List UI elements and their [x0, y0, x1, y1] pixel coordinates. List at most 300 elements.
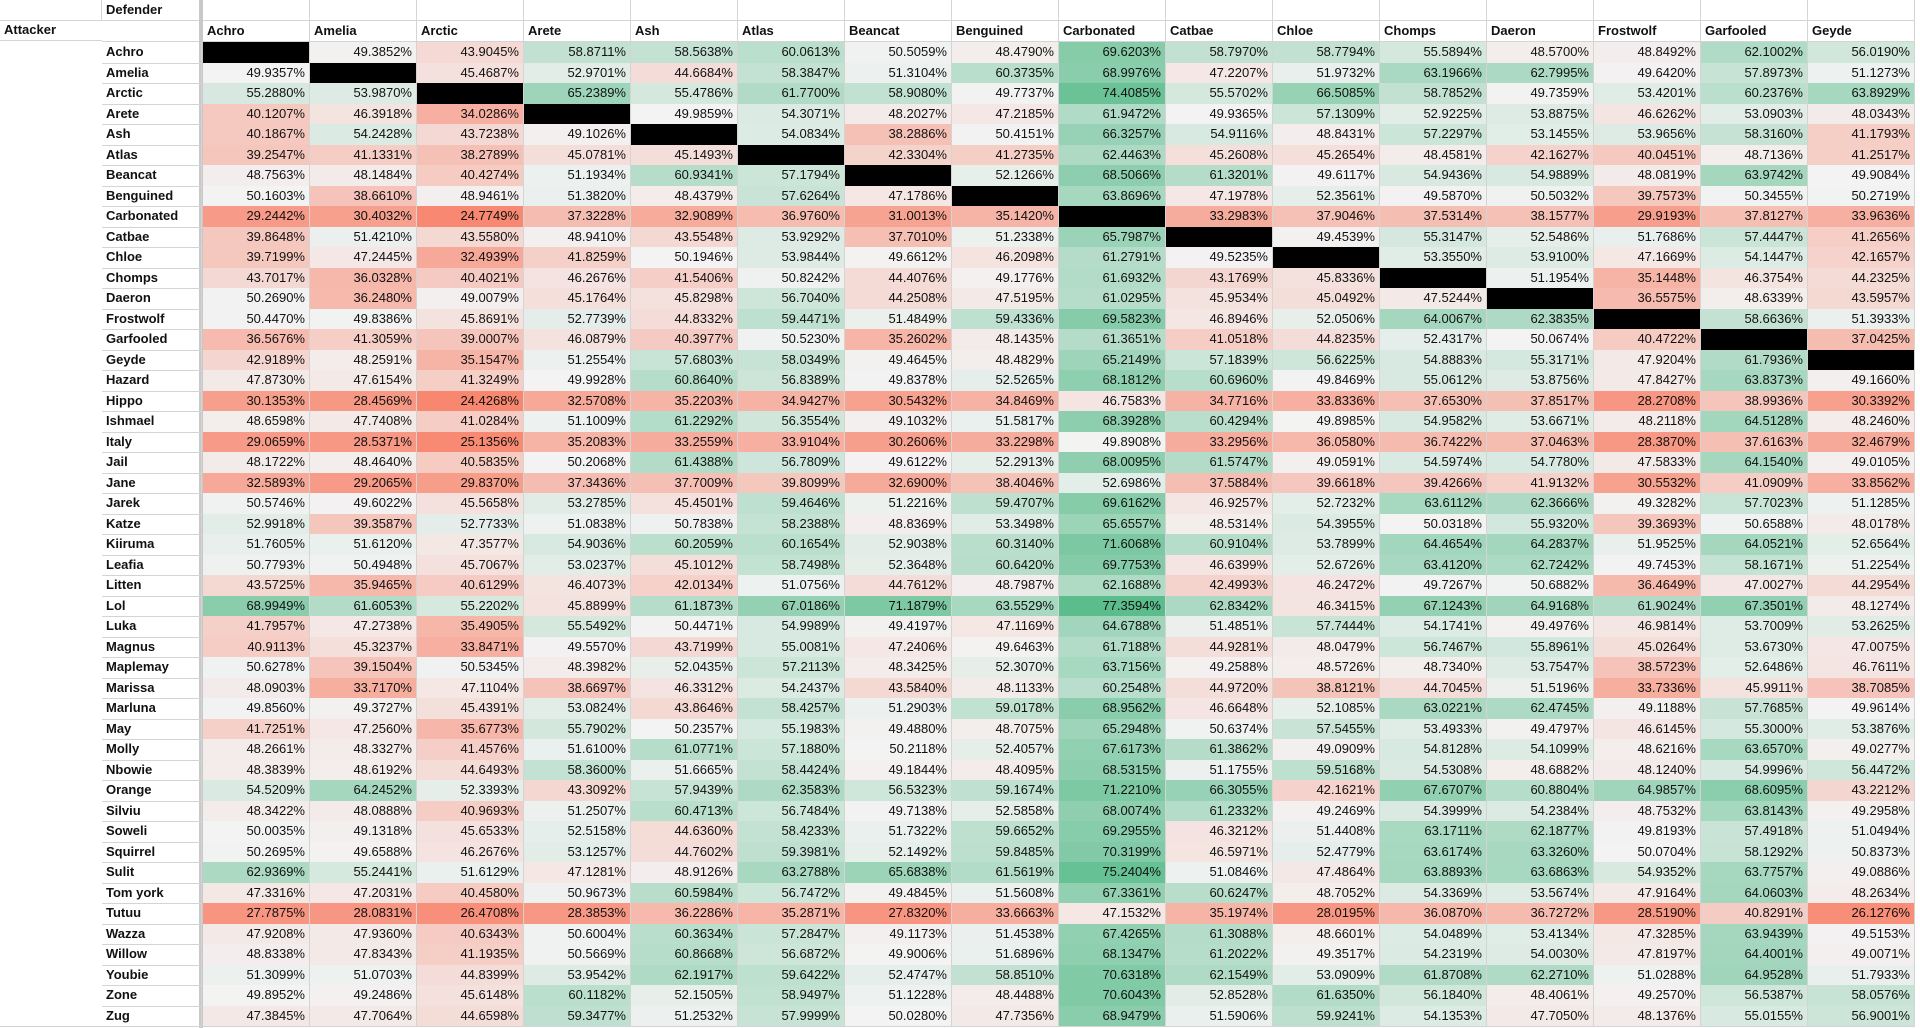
- matchup-cell[interactable]: 53.6671%: [1487, 411, 1594, 433]
- matchup-cell[interactable]: 41.9132%: [1487, 473, 1594, 495]
- matchup-cell[interactable]: 41.2735%: [952, 145, 1059, 167]
- matchup-cell[interactable]: 49.0071%: [1808, 944, 1915, 966]
- matchup-cell[interactable]: 40.4580%: [417, 883, 524, 905]
- matchup-cell[interactable]: 52.2913%: [952, 452, 1059, 474]
- matchup-cell[interactable]: 28.3870%: [1594, 432, 1701, 454]
- matchup-cell[interactable]: 28.5371%: [310, 432, 417, 454]
- matchup-cell[interactable]: 60.9104%: [1166, 534, 1273, 556]
- matchup-cell[interactable]: 36.0328%: [310, 268, 417, 290]
- matchup-cell[interactable]: 59.4707%: [952, 493, 1059, 515]
- matchup-cell[interactable]: 44.9720%: [1166, 678, 1273, 700]
- matchup-cell[interactable]: 58.0349%: [738, 350, 845, 372]
- matchup-cell[interactable]: 54.8128%: [1380, 739, 1487, 761]
- matchup-cell[interactable]: 53.4201%: [1594, 83, 1701, 105]
- matchup-cell[interactable]: 50.2719%: [1808, 186, 1915, 208]
- matchup-cell[interactable]: 41.5406%: [631, 268, 738, 290]
- attacker-column-cell[interactable]: [0, 42, 102, 64]
- matchup-cell[interactable]: 46.3918%: [310, 104, 417, 126]
- matchup-cell[interactable]: 67.3361%: [1059, 883, 1166, 905]
- matchup-cell[interactable]: 49.4880%: [845, 719, 952, 741]
- row-header[interactable]: Maplemay: [102, 657, 202, 679]
- matchup-cell[interactable]: 26.1276%: [1808, 903, 1915, 925]
- row-header[interactable]: Carbonated: [102, 206, 202, 228]
- column-header[interactable]: Chloe: [1273, 21, 1380, 42]
- matchup-cell[interactable]: 49.9084%: [1808, 165, 1915, 187]
- empty-cell[interactable]: [524, 0, 631, 21]
- matchup-cell[interactable]: 48.0819%: [1594, 165, 1701, 187]
- matchup-cell[interactable]: 50.5746%: [203, 493, 310, 515]
- matchup-cell[interactable]: 52.5486%: [1487, 227, 1594, 249]
- matchup-cell[interactable]: 63.5529%: [952, 596, 1059, 618]
- matchup-cell[interactable]: 54.3955%: [1273, 514, 1380, 536]
- matchup-cell[interactable]: 44.2508%: [845, 288, 952, 310]
- matchup-cell[interactable]: 44.2954%: [1808, 575, 1915, 597]
- self-matchup-cell[interactable]: [1808, 350, 1915, 372]
- matchup-cell[interactable]: 48.1376%: [1594, 1006, 1701, 1028]
- row-header[interactable]: Hippo: [102, 391, 202, 413]
- matchup-cell[interactable]: 41.1793%: [1808, 124, 1915, 146]
- matchup-cell[interactable]: 56.6872%: [738, 944, 845, 966]
- matchup-cell[interactable]: 46.2098%: [952, 247, 1059, 269]
- row-header[interactable]: Catbae: [102, 227, 202, 249]
- matchup-cell[interactable]: 45.4687%: [417, 63, 524, 85]
- row-header[interactable]: May: [102, 719, 202, 741]
- matchup-cell[interactable]: 30.5532%: [1594, 473, 1701, 495]
- matchup-cell[interactable]: 47.3285%: [1594, 924, 1701, 946]
- matchup-cell[interactable]: 68.3928%: [1059, 411, 1166, 433]
- matchup-cell[interactable]: 57.4918%: [1701, 821, 1808, 843]
- matchup-cell[interactable]: 68.5315%: [1059, 760, 1166, 782]
- row-header[interactable]: Sulit: [102, 862, 202, 884]
- attacker-column-cell[interactable]: [0, 288, 102, 310]
- matchup-cell[interactable]: 41.2656%: [1808, 227, 1915, 249]
- matchup-cell[interactable]: 32.5708%: [524, 391, 631, 413]
- matchup-cell[interactable]: 53.3498%: [952, 514, 1059, 536]
- matchup-cell[interactable]: 44.2325%: [1808, 268, 1915, 290]
- matchup-cell[interactable]: 51.1285%: [1808, 493, 1915, 515]
- attacker-column-cell[interactable]: [0, 165, 102, 187]
- matchup-cell[interactable]: 60.5984%: [631, 883, 738, 905]
- matchup-cell[interactable]: 64.0521%: [1701, 534, 1808, 556]
- matchup-cell[interactable]: 49.1776%: [952, 268, 1059, 290]
- matchup-cell[interactable]: 49.1660%: [1808, 370, 1915, 392]
- matchup-cell[interactable]: 59.6652%: [952, 821, 1059, 843]
- matchup-cell[interactable]: 41.0518%: [1166, 329, 1273, 351]
- matchup-cell[interactable]: 63.9439%: [1701, 924, 1808, 946]
- attacker-column-cell[interactable]: [0, 104, 102, 126]
- matchup-cell[interactable]: 47.5833%: [1594, 452, 1701, 474]
- matchup-cell[interactable]: 44.8332%: [631, 309, 738, 331]
- row-header[interactable]: Litten: [102, 575, 202, 597]
- matchup-cell[interactable]: 64.9168%: [1487, 596, 1594, 618]
- matchup-cell[interactable]: 69.7753%: [1059, 555, 1166, 577]
- matchup-cell[interactable]: 57.5455%: [1273, 719, 1380, 741]
- matchup-cell[interactable]: 49.5870%: [1380, 186, 1487, 208]
- matchup-cell[interactable]: 51.7605%: [203, 534, 310, 556]
- matchup-cell[interactable]: 47.1532%: [1059, 903, 1166, 925]
- matchup-cell[interactable]: 68.9562%: [1059, 698, 1166, 720]
- matchup-cell[interactable]: 48.9461%: [417, 186, 524, 208]
- column-header[interactable]: Garfooled: [1701, 21, 1808, 42]
- matchup-cell[interactable]: 49.7453%: [1594, 555, 1701, 577]
- matchup-cell[interactable]: 55.5702%: [1166, 83, 1273, 105]
- matchup-cell[interactable]: 48.2591%: [310, 350, 417, 372]
- matchup-cell[interactable]: 61.7188%: [1059, 637, 1166, 659]
- matchup-cell[interactable]: 45.6148%: [417, 985, 524, 1007]
- matchup-cell[interactable]: 65.6838%: [845, 862, 952, 884]
- matchup-cell[interactable]: 41.2517%: [1808, 145, 1915, 167]
- matchup-cell[interactable]: 53.6730%: [1701, 637, 1808, 659]
- matchup-cell[interactable]: 51.6120%: [310, 534, 417, 556]
- matchup-cell[interactable]: 48.0888%: [310, 801, 417, 823]
- matchup-cell[interactable]: 58.8510%: [952, 965, 1059, 987]
- matchup-cell[interactable]: 58.1671%: [1701, 555, 1808, 577]
- matchup-cell[interactable]: 58.3847%: [738, 63, 845, 85]
- matchup-cell[interactable]: 36.9760%: [738, 206, 845, 228]
- matchup-cell[interactable]: 47.8343%: [310, 944, 417, 966]
- matchup-cell[interactable]: 45.4501%: [631, 493, 738, 515]
- matchup-cell[interactable]: 69.6203%: [1059, 42, 1166, 64]
- self-matchup-cell[interactable]: [952, 186, 1059, 208]
- matchup-cell[interactable]: 59.4646%: [738, 493, 845, 515]
- row-header[interactable]: Lol: [102, 596, 202, 618]
- matchup-cell[interactable]: 55.1983%: [738, 719, 845, 741]
- matchup-cell[interactable]: 50.4151%: [952, 124, 1059, 146]
- matchup-cell[interactable]: 39.8648%: [203, 227, 310, 249]
- matchup-cell[interactable]: 50.0318%: [1380, 514, 1487, 536]
- matchup-cell[interactable]: 26.4708%: [417, 903, 524, 925]
- empty-cell[interactable]: [1487, 0, 1594, 21]
- matchup-cell[interactable]: 34.7716%: [1166, 391, 1273, 413]
- matchup-cell[interactable]: 48.2634%: [1808, 883, 1915, 905]
- matchup-cell[interactable]: 68.1812%: [1059, 370, 1166, 392]
- matchup-cell[interactable]: 51.4210%: [310, 227, 417, 249]
- matchup-cell[interactable]: 46.3415%: [1273, 596, 1380, 618]
- matchup-cell[interactable]: 30.5432%: [845, 391, 952, 413]
- matchup-cell[interactable]: 54.0489%: [1380, 924, 1487, 946]
- matchup-cell[interactable]: 44.7045%: [1380, 678, 1487, 700]
- matchup-cell[interactable]: 28.4569%: [310, 391, 417, 413]
- matchup-cell[interactable]: 36.0870%: [1380, 903, 1487, 925]
- matchup-cell[interactable]: 51.0846%: [1166, 862, 1273, 884]
- matchup-cell[interactable]: 69.5823%: [1059, 309, 1166, 331]
- matchup-cell[interactable]: 40.4722%: [1594, 329, 1701, 351]
- matchup-cell[interactable]: 51.3104%: [845, 63, 952, 85]
- matchup-cell[interactable]: 53.9844%: [738, 247, 845, 269]
- matchup-cell[interactable]: 63.3260%: [1487, 842, 1594, 864]
- matchup-cell[interactable]: 63.1711%: [1380, 821, 1487, 843]
- matchup-cell[interactable]: 64.4654%: [1380, 534, 1487, 556]
- matchup-cell[interactable]: 49.6463%: [952, 637, 1059, 659]
- matchup-cell[interactable]: 49.4197%: [845, 616, 952, 638]
- matchup-cell[interactable]: 35.1547%: [417, 350, 524, 372]
- matchup-cell[interactable]: 60.1654%: [738, 534, 845, 556]
- matchup-cell[interactable]: 63.8929%: [1808, 83, 1915, 105]
- attacker-column-cell[interactable]: [0, 575, 102, 597]
- matchup-cell[interactable]: 60.3140%: [952, 534, 1059, 556]
- matchup-cell[interactable]: 37.8517%: [1487, 391, 1594, 413]
- matchup-cell[interactable]: 38.9936%: [1701, 391, 1808, 413]
- matchup-cell[interactable]: 40.1867%: [203, 124, 310, 146]
- empty-cell[interactable]: [738, 0, 845, 21]
- matchup-cell[interactable]: 37.5314%: [1380, 206, 1487, 228]
- row-header[interactable]: Amelia: [102, 63, 202, 85]
- matchup-cell[interactable]: 63.8893%: [1380, 862, 1487, 884]
- matchup-cell[interactable]: 48.0903%: [203, 678, 310, 700]
- matchup-cell[interactable]: 49.0909%: [1273, 739, 1380, 761]
- matchup-cell[interactable]: 29.9193%: [1594, 206, 1701, 228]
- matchup-cell[interactable]: 50.4470%: [203, 309, 310, 331]
- matchup-cell[interactable]: 47.7408%: [310, 411, 417, 433]
- matchup-cell[interactable]: 48.4790%: [952, 42, 1059, 64]
- matchup-cell[interactable]: 50.5032%: [1487, 186, 1594, 208]
- empty-cell[interactable]: [1594, 0, 1701, 21]
- matchup-cell[interactable]: 53.4134%: [1487, 924, 1594, 946]
- matchup-cell[interactable]: 69.2955%: [1059, 821, 1166, 843]
- matchup-cell[interactable]: 47.1104%: [417, 678, 524, 700]
- matchup-cell[interactable]: 49.1026%: [524, 124, 631, 146]
- matchup-cell[interactable]: 38.6610%: [310, 186, 417, 208]
- matchup-cell[interactable]: 52.7733%: [417, 514, 524, 536]
- matchup-cell[interactable]: 56.7467%: [1380, 637, 1487, 659]
- row-header[interactable]: Silviu: [102, 801, 202, 823]
- matchup-cell[interactable]: 59.3981%: [738, 842, 845, 864]
- matchup-cell[interactable]: 53.3550%: [1380, 247, 1487, 269]
- matchup-cell[interactable]: 62.7995%: [1487, 63, 1594, 85]
- matchup-cell[interactable]: 51.6896%: [952, 944, 1059, 966]
- matchup-cell[interactable]: 50.0704%: [1594, 842, 1701, 864]
- matchup-cell[interactable]: 54.9889%: [1487, 165, 1594, 187]
- matchup-cell[interactable]: 33.9636%: [1808, 206, 1915, 228]
- matchup-cell[interactable]: 75.2404%: [1059, 862, 1166, 884]
- matchup-cell[interactable]: 62.2710%: [1487, 965, 1594, 987]
- row-header[interactable]: Arctic: [102, 83, 202, 105]
- matchup-cell[interactable]: 33.9104%: [738, 432, 845, 454]
- matchup-cell[interactable]: 51.7933%: [1808, 965, 1915, 987]
- matchup-cell[interactable]: 40.3977%: [631, 329, 738, 351]
- matchup-cell[interactable]: 59.5168%: [1273, 760, 1380, 782]
- matchup-cell[interactable]: 58.6636%: [1701, 309, 1808, 331]
- matchup-cell[interactable]: 47.2207%: [1166, 63, 1273, 85]
- matchup-cell[interactable]: 56.9001%: [1808, 1006, 1915, 1028]
- row-header[interactable]: Jarek: [102, 493, 202, 515]
- matchup-cell[interactable]: 67.6173%: [1059, 739, 1166, 761]
- matchup-cell[interactable]: 48.6339%: [1701, 288, 1808, 310]
- matchup-cell[interactable]: 58.4257%: [738, 698, 845, 720]
- matchup-cell[interactable]: 51.0838%: [524, 514, 631, 536]
- matchup-cell[interactable]: 48.3327%: [310, 739, 417, 761]
- row-header[interactable]: Jane: [102, 473, 202, 495]
- matchup-cell[interactable]: 48.1722%: [203, 452, 310, 474]
- matchup-cell[interactable]: 64.0067%: [1380, 309, 1487, 331]
- matchup-cell[interactable]: 36.7422%: [1380, 432, 1487, 454]
- empty-cell[interactable]: [1273, 0, 1380, 21]
- row-header[interactable]: Zug: [102, 1006, 202, 1028]
- attacker-column-cell[interactable]: [0, 616, 102, 638]
- matchup-cell[interactable]: 50.9673%: [524, 883, 631, 905]
- matchup-cell[interactable]: 67.6707%: [1380, 780, 1487, 802]
- matchup-cell[interactable]: 60.6420%: [952, 555, 1059, 577]
- matchup-cell[interactable]: 58.7852%: [1380, 83, 1487, 105]
- matchup-cell[interactable]: 35.2203%: [631, 391, 738, 413]
- matchup-cell[interactable]: 58.8711%: [524, 42, 631, 64]
- matchup-cell[interactable]: 53.2785%: [524, 493, 631, 515]
- matchup-cell[interactable]: 51.2903%: [845, 698, 952, 720]
- matchup-cell[interactable]: 45.8298%: [631, 288, 738, 310]
- matchup-cell[interactable]: 57.7444%: [1273, 616, 1380, 638]
- matchup-cell[interactable]: 46.0879%: [524, 329, 631, 351]
- matchup-cell[interactable]: 64.4001%: [1701, 944, 1808, 966]
- matchup-cell[interactable]: 51.1934%: [524, 165, 631, 187]
- matchup-cell[interactable]: 39.6618%: [1273, 473, 1380, 495]
- matchup-cell[interactable]: 38.4046%: [952, 473, 1059, 495]
- matchup-cell[interactable]: 35.9465%: [310, 575, 417, 597]
- matchup-cell[interactable]: 47.2185%: [952, 104, 1059, 126]
- matchup-cell[interactable]: 39.7199%: [203, 247, 310, 269]
- matchup-cell[interactable]: 57.2847%: [738, 924, 845, 946]
- matchup-cell[interactable]: 50.0280%: [845, 1006, 952, 1028]
- matchup-cell[interactable]: 56.5387%: [1701, 985, 1808, 1007]
- matchup-cell[interactable]: 48.4581%: [1380, 145, 1487, 167]
- attacker-column-cell[interactable]: [0, 739, 102, 761]
- matchup-cell[interactable]: 57.8973%: [1701, 63, 1808, 85]
- matchup-cell[interactable]: 48.4095%: [952, 760, 1059, 782]
- matchup-cell[interactable]: 52.1492%: [845, 842, 952, 864]
- matchup-cell[interactable]: 55.0081%: [738, 637, 845, 659]
- matchup-cell[interactable]: 45.1012%: [631, 555, 738, 577]
- matchup-cell[interactable]: 67.3501%: [1701, 596, 1808, 618]
- matchup-cell[interactable]: 38.6697%: [524, 678, 631, 700]
- matchup-cell[interactable]: 45.1764%: [524, 288, 631, 310]
- matchup-cell[interactable]: 48.7136%: [1701, 145, 1808, 167]
- matchup-cell[interactable]: 35.2602%: [845, 329, 952, 351]
- matchup-cell[interactable]: 32.6900%: [845, 473, 952, 495]
- matchup-cell[interactable]: 49.9859%: [631, 104, 738, 126]
- matchup-cell[interactable]: 51.9732%: [1273, 63, 1380, 85]
- matchup-cell[interactable]: 65.6557%: [1059, 514, 1166, 536]
- matchup-cell[interactable]: 49.6420%: [1594, 63, 1701, 85]
- matchup-cell[interactable]: 54.1741%: [1380, 616, 1487, 638]
- row-header[interactable]: Zone: [102, 985, 202, 1007]
- matchup-cell[interactable]: 34.0286%: [417, 104, 524, 126]
- matchup-cell[interactable]: 59.8485%: [952, 842, 1059, 864]
- matchup-cell[interactable]: 55.5492%: [524, 616, 631, 638]
- matchup-cell[interactable]: 40.0451%: [1594, 145, 1701, 167]
- matchup-cell[interactable]: 54.9996%: [1701, 760, 1808, 782]
- matchup-cell[interactable]: 37.9046%: [1273, 206, 1380, 228]
- matchup-cell[interactable]: 51.0288%: [1594, 965, 1701, 987]
- matchup-cell[interactable]: 41.0284%: [417, 411, 524, 433]
- matchup-cell[interactable]: 47.0075%: [1808, 637, 1915, 659]
- matchup-cell[interactable]: 33.8336%: [1273, 391, 1380, 413]
- matchup-cell[interactable]: 52.8528%: [1166, 985, 1273, 1007]
- matchup-cell[interactable]: 58.7794%: [1273, 42, 1380, 64]
- matchup-cell[interactable]: 68.9976%: [1059, 63, 1166, 85]
- matchup-cell[interactable]: 62.1688%: [1059, 575, 1166, 597]
- attacker-column-cell[interactable]: [0, 719, 102, 741]
- matchup-cell[interactable]: 49.5153%: [1808, 924, 1915, 946]
- matchup-cell[interactable]: 44.4076%: [845, 268, 952, 290]
- matchup-cell[interactable]: 48.4640%: [310, 452, 417, 474]
- matchup-cell[interactable]: 52.4057%: [952, 739, 1059, 761]
- matchup-cell[interactable]: 41.3059%: [310, 329, 417, 351]
- matchup-cell[interactable]: 37.5884%: [1166, 473, 1273, 495]
- matchup-cell[interactable]: 57.1794%: [738, 165, 845, 187]
- matchup-cell[interactable]: 49.8386%: [310, 309, 417, 331]
- matchup-cell[interactable]: 54.0834%: [738, 124, 845, 146]
- matchup-cell[interactable]: 49.6122%: [845, 452, 952, 474]
- column-header[interactable]: Geyde: [1808, 21, 1915, 42]
- matchup-cell[interactable]: 44.6493%: [417, 760, 524, 782]
- matchup-cell[interactable]: 63.8696%: [1059, 186, 1166, 208]
- row-header[interactable]: Nbowie: [102, 760, 202, 782]
- matchup-cell[interactable]: 30.4032%: [310, 206, 417, 228]
- matchup-cell[interactable]: 33.2983%: [1166, 206, 1273, 228]
- matchup-cell[interactable]: 42.0134%: [631, 575, 738, 597]
- matchup-cell[interactable]: 24.4268%: [417, 391, 524, 413]
- matchup-cell[interactable]: 60.8668%: [631, 944, 738, 966]
- matchup-cell[interactable]: 62.3666%: [1487, 493, 1594, 515]
- matchup-cell[interactable]: 65.2948%: [1059, 719, 1166, 741]
- matchup-cell[interactable]: 48.4829%: [952, 350, 1059, 372]
- matchup-cell[interactable]: 61.3201%: [1166, 165, 1273, 187]
- matchup-cell[interactable]: 51.2338%: [952, 227, 1059, 249]
- matchup-cell[interactable]: 64.9528%: [1701, 965, 1808, 987]
- matchup-cell[interactable]: 45.5658%: [417, 493, 524, 515]
- matchup-cell[interactable]: 50.8242%: [738, 268, 845, 290]
- attacker-column-cell[interactable]: [0, 206, 102, 228]
- attacker-column-cell[interactable]: [0, 780, 102, 802]
- matchup-cell[interactable]: 58.0576%: [1808, 985, 1915, 1007]
- empty-cell[interactable]: [952, 0, 1059, 21]
- matchup-cell[interactable]: 52.3648%: [845, 555, 952, 577]
- row-header[interactable]: Benguined: [102, 186, 202, 208]
- matchup-cell[interactable]: 63.6174%: [1380, 842, 1487, 864]
- matchup-cell[interactable]: 34.9427%: [738, 391, 845, 413]
- matchup-cell[interactable]: 43.1769%: [1166, 268, 1273, 290]
- matchup-cell[interactable]: 56.7040%: [738, 288, 845, 310]
- matchup-cell[interactable]: 41.4576%: [417, 739, 524, 761]
- matchup-cell[interactable]: 49.3852%: [310, 42, 417, 64]
- matchup-cell[interactable]: 45.0264%: [1594, 637, 1701, 659]
- matchup-cell[interactable]: 61.5747%: [1166, 452, 1273, 474]
- matchup-cell[interactable]: 28.0195%: [1273, 903, 1380, 925]
- matchup-cell[interactable]: 65.7987%: [1059, 227, 1166, 249]
- matchup-cell[interactable]: 52.6726%: [1273, 555, 1380, 577]
- corner-cell[interactable]: [102, 21, 202, 42]
- row-header[interactable]: Ash: [102, 124, 202, 146]
- matchup-cell[interactable]: 71.1879%: [845, 596, 952, 618]
- matchup-cell[interactable]: 49.1032%: [845, 411, 952, 433]
- matchup-cell[interactable]: 59.1674%: [952, 780, 1059, 802]
- matchup-cell[interactable]: 48.1274%: [1808, 596, 1915, 618]
- matchup-cell[interactable]: 54.1447%: [1701, 247, 1808, 269]
- matchup-cell[interactable]: 61.8708%: [1380, 965, 1487, 987]
- matchup-cell[interactable]: 48.5700%: [1487, 42, 1594, 64]
- matchup-cell[interactable]: 46.3312%: [631, 678, 738, 700]
- attacker-column-cell[interactable]: [0, 965, 102, 987]
- attacker-column-cell[interactable]: [0, 63, 102, 85]
- matchup-cell[interactable]: 49.8193%: [1594, 821, 1701, 843]
- matchup-cell[interactable]: 43.7199%: [631, 637, 738, 659]
- attacker-column-cell[interactable]: [0, 698, 102, 720]
- matchup-cell[interactable]: 50.2690%: [203, 288, 310, 310]
- empty-cell[interactable]: [1380, 0, 1487, 21]
- empty-cell[interactable]: [1701, 0, 1808, 21]
- row-header[interactable]: Geyde: [102, 350, 202, 372]
- row-header[interactable]: Arete: [102, 104, 202, 126]
- matchup-cell[interactable]: 27.8320%: [845, 903, 952, 925]
